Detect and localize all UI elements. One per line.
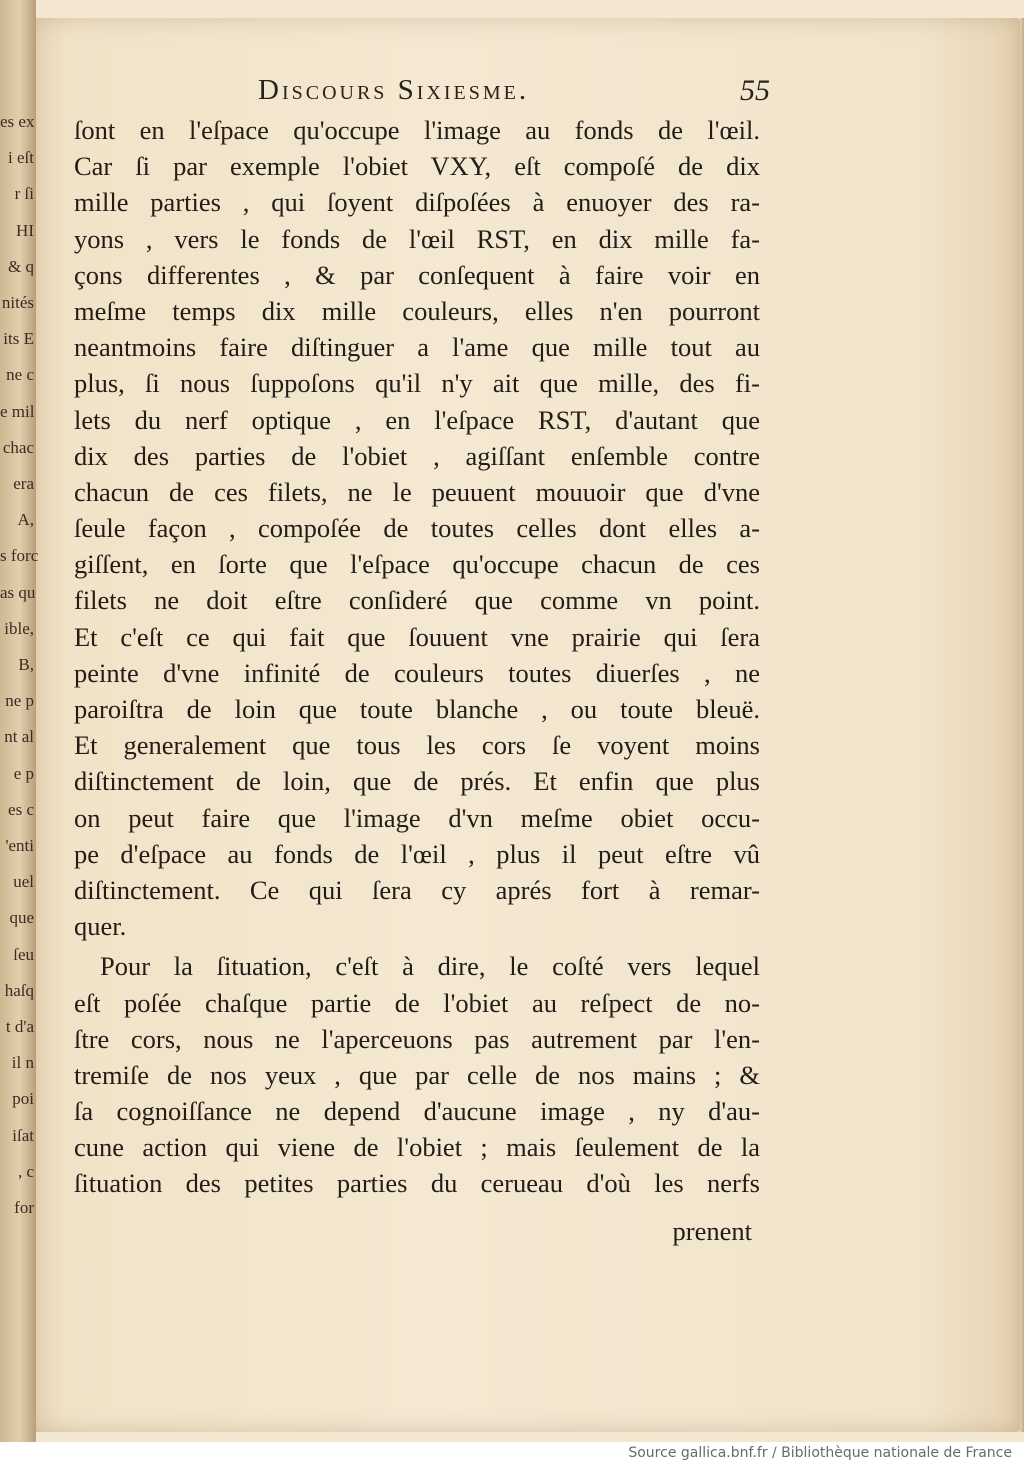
text-line: ſa cognoiſſance ne depend d'aucune image , ny d'au- <box>74 1096 760 1127</box>
text-line: meſme temps dix mille couleurs, elles n'en pourront <box>74 295 760 326</box>
gutter-fragment: HI <box>16 220 34 240</box>
text-line: filets ne doit eſtre conſideré que comme vn point. <box>74 585 760 616</box>
gutter-fragment: & q <box>8 256 34 276</box>
text-line: lets du nerf optique , en l'eſpace RST, d'autant que <box>74 404 760 435</box>
text-line: dix des parties de l'obiet , agiſſant enſemble contre <box>74 440 760 471</box>
gutter-fragment: nt al <box>4 727 34 747</box>
gutter-fragment: uel <box>13 872 34 892</box>
gutter-fragment: t d'a <box>5 1017 34 1036</box>
text-line: diſtinctement. Ce qui ſera cy aprés fort à remar- <box>74 874 760 905</box>
gutter-fragment: e mil <box>0 401 35 421</box>
text-line: eſt poſée chaſque partie de l'obiet au reſpect de no- <box>74 987 760 1018</box>
page-number: 55 <box>740 74 770 107</box>
gutter-fragment: chac <box>2 437 34 457</box>
text-line: mille parties , qui ſoyent diſpoſées à enuoyer des ra- <box>74 187 760 218</box>
gutter-fragment: for <box>14 1198 34 1217</box>
gutter-fragment: B, <box>18 655 34 674</box>
gutter-fragment: ne p <box>5 691 34 711</box>
text-line: Et c'eſt ce qui fait que ſouuent vne prairie qui ſera <box>74 621 760 652</box>
body-text <box>74 112 760 1202</box>
gutter-fragment: s forc <box>0 546 39 566</box>
text-line: ſituation des petites parties du cerueau d'où les nerfs <box>74 1168 760 1199</box>
running-title: Discours Sixiesme. <box>258 74 530 106</box>
gutter-fragment: ſeu <box>13 944 34 964</box>
text-line: Pour la ſituation, c'eſt à dire, le coſté vers lequel <box>100 951 760 982</box>
text-line: tremiſe de nos yeux , que par celle de nos mains ; & <box>74 1059 760 1090</box>
gutter-fragment: as qu <box>0 582 36 602</box>
text-line: ſont en l'eſpace qu'occupe l'image au fonds de l'œil. <box>74 115 760 145</box>
gutter-fragment: poi <box>12 1089 34 1109</box>
gutter-fragment: i eſt <box>8 148 34 168</box>
catchword: prenent <box>672 1216 752 1246</box>
gutter-fragment: A, <box>17 510 34 530</box>
gutter-fragment: , c <box>17 1161 34 1181</box>
source-credit: Source gallica.bnf.fr / Bibliothèque nationale de France <box>628 1445 1012 1461</box>
gutter-fragment: era <box>13 474 34 493</box>
text-line: Car ſi par exemple l'obiet VXY, eſt compoſé de dix <box>74 151 760 182</box>
text-line: plus, ſi nous ſuppoſons qu'il n'y ait que mille, des fi- <box>74 368 760 399</box>
text-line: peinte d'vne infinité de couleurs toutes diuerſes , ne <box>74 657 760 688</box>
text-line: paroiſtra de loin que toute blanche , ou toute bleuë. <box>74 694 760 724</box>
gutter-fragment: es c <box>8 799 34 819</box>
text-line: on peut faire que l'image d'vn meſme obiet occu- <box>74 802 760 833</box>
text-line: yons , vers le fonds de l'œil RST, en dix mille fa- <box>74 223 760 254</box>
gutter-fragment: r ſi <box>14 184 34 204</box>
text-line: ſtre cors, nous ne l'aperceuons pas autrement par l'en- <box>74 1023 760 1054</box>
text-line: neantmoins faire diſtinguer a l'ame que mille tout au <box>74 332 760 363</box>
gutter-fragment: iſat <box>12 1125 34 1145</box>
gutter-fragment: haſq <box>4 980 34 1000</box>
text-line: Et generalement que tous les cors ſe voyent moins <box>74 730 760 761</box>
gutter-fragment: its E <box>3 329 34 349</box>
text-line: quer. <box>74 911 127 942</box>
text-line: diſtinctement de loin, que de prés. Et enfin que plus <box>74 766 760 797</box>
page-edge <box>1018 18 1024 1432</box>
gutter-fragment: e p <box>13 763 34 783</box>
gutter-fragment: ne c <box>6 365 34 385</box>
facing-page-gutter <box>0 0 39 1442</box>
text-line: pe d'eſpace au fonds de l'œil , plus il peut eſtre vû <box>74 838 760 869</box>
text-line: cune action qui viene de l'obiet ; mais ſeulement de la <box>74 1132 760 1163</box>
gutter-fragment: que <box>9 908 34 928</box>
gutter-fragment: il n <box>11 1053 34 1073</box>
page-header <box>258 74 770 114</box>
text-line: çons differentes , & par conſequent à faire voir en <box>74 259 760 290</box>
text-line: ſeule façon , compoſée de toutes celles dont elles a- <box>74 513 760 544</box>
gutter-fragment: ible, <box>4 618 34 638</box>
text-line: chacun de ces filets, ne le peuuent mouuoir que d'vne <box>74 476 760 507</box>
gutter-fragment: 'enti <box>5 836 34 855</box>
gutter-fragment: nités <box>1 293 34 312</box>
text-line: giſſent, en ſorte que l'eſpace qu'occupe chacun de ces <box>74 549 760 580</box>
gutter-fragment: es ex <box>0 112 35 131</box>
